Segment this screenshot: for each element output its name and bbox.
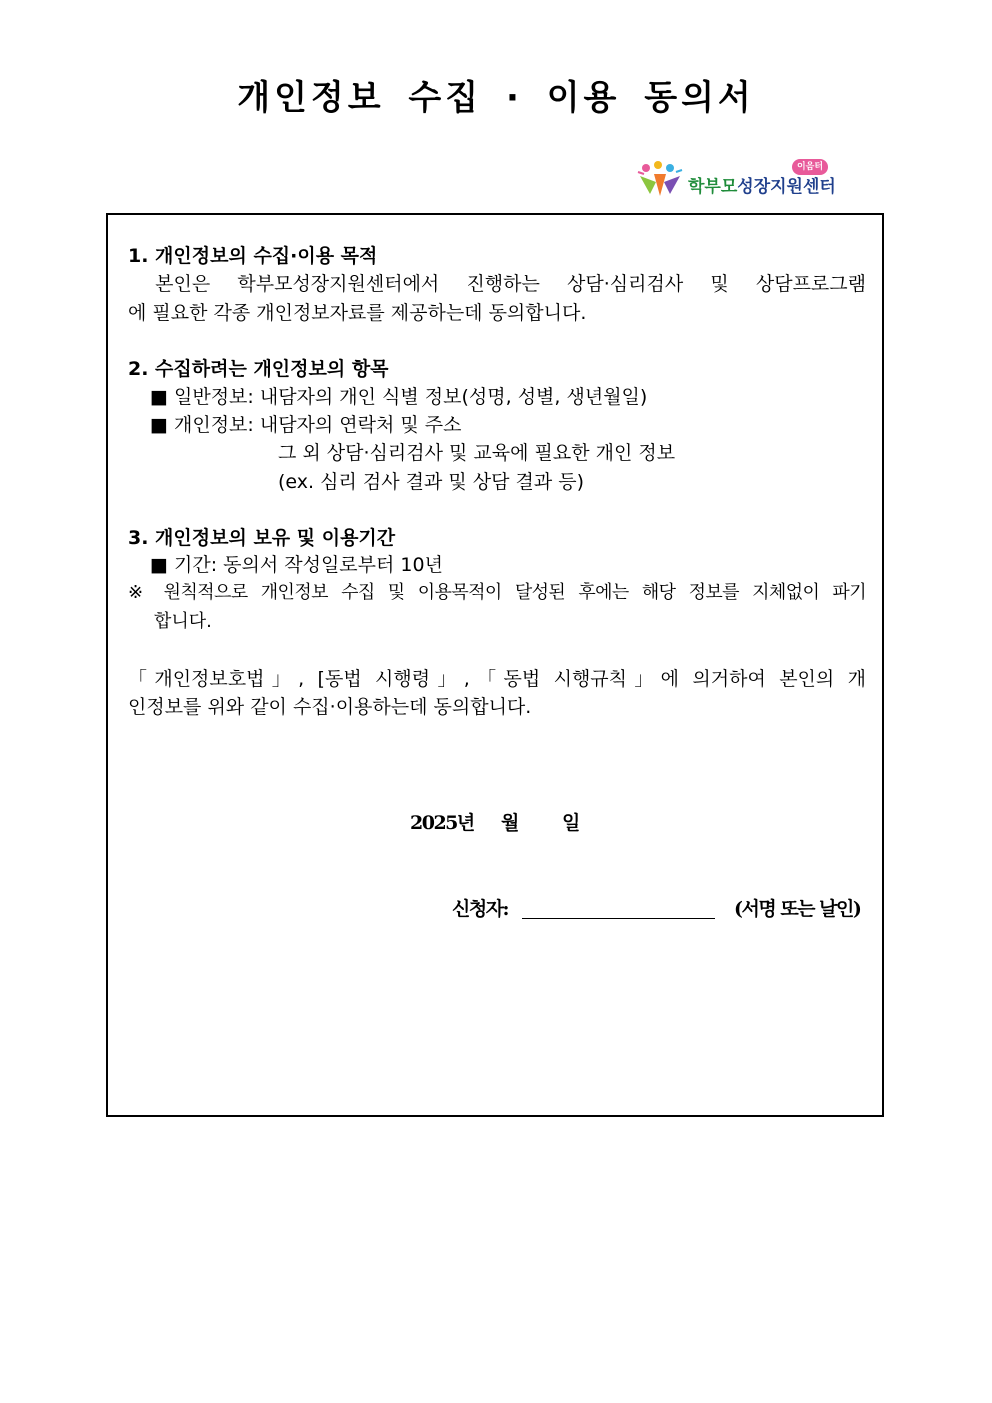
section1-line1: 본인은 학부모성장지원센터에서 진행하는 상담·심리검사 및 상담프로그램 (128, 273, 866, 295)
logo-name-part1: 학부모 (688, 177, 738, 197)
section2-item2-cont1: 그 외 상담·심리검사 및 교육에 필요한 개인 정보 (278, 442, 676, 464)
center-logo (636, 158, 856, 202)
colorful-people-logo-icon (636, 160, 684, 200)
section2-item2-cont2: (ex. 심리 검사 결과 및 상담 결과 등) (278, 471, 584, 493)
page-title: 개인정보 수집 · 이용 동의서 (237, 78, 755, 118)
logo-name-part2: 성장지원센터 (737, 177, 836, 197)
consent-form-box (106, 213, 884, 1117)
section2-heading: 2. 수집하려는 개인정보의 항목 (128, 358, 389, 380)
signature-line[interactable] (522, 918, 715, 919)
consent-line1: 「개인정보호법」, [동법 시행령」,「동법 시행규칙」에 의거하여 본인의 개 (128, 668, 866, 690)
applicant-label: 신청자: (452, 898, 509, 920)
section2-item2: ■ 개인정보: 내담자의 연락처 및 주소 (150, 414, 462, 436)
section1-line2: 에 필요한 각종 개인정보자료를 제공하는데 동의합니다. (128, 302, 587, 324)
section3-heading: 3. 개인정보의 보유 및 이용기간 (128, 527, 396, 549)
signature-note: (서명 또는 날인) (734, 898, 861, 920)
date-day: 일 (562, 812, 581, 834)
section3-item1: ■ 기간: 동의서 작성일로부터 10년 (150, 554, 443, 576)
date-month: 월 (501, 812, 520, 834)
section1-heading: 1. 개인정보의 수집·이용 목적 (128, 245, 378, 267)
logo-text (688, 172, 836, 197)
section2-item1: ■ 일반정보: 내담자의 개인 식별 정보(성명, 성별, 생년월일) (150, 386, 648, 408)
section3-note1: ※ 원칙적으로 개인정보 수집 및 이용목적이 달성된 후에는 해당 정보를 지체없이 파기 (128, 582, 866, 603)
date-year: 2025년 (410, 812, 474, 834)
consent-line2: 인정보를 위와 같이 수집·이용하는데 동의합니다. (128, 696, 532, 718)
section3-note2: 합니다. (154, 611, 212, 632)
logo-badge: 이음터 (792, 159, 828, 175)
